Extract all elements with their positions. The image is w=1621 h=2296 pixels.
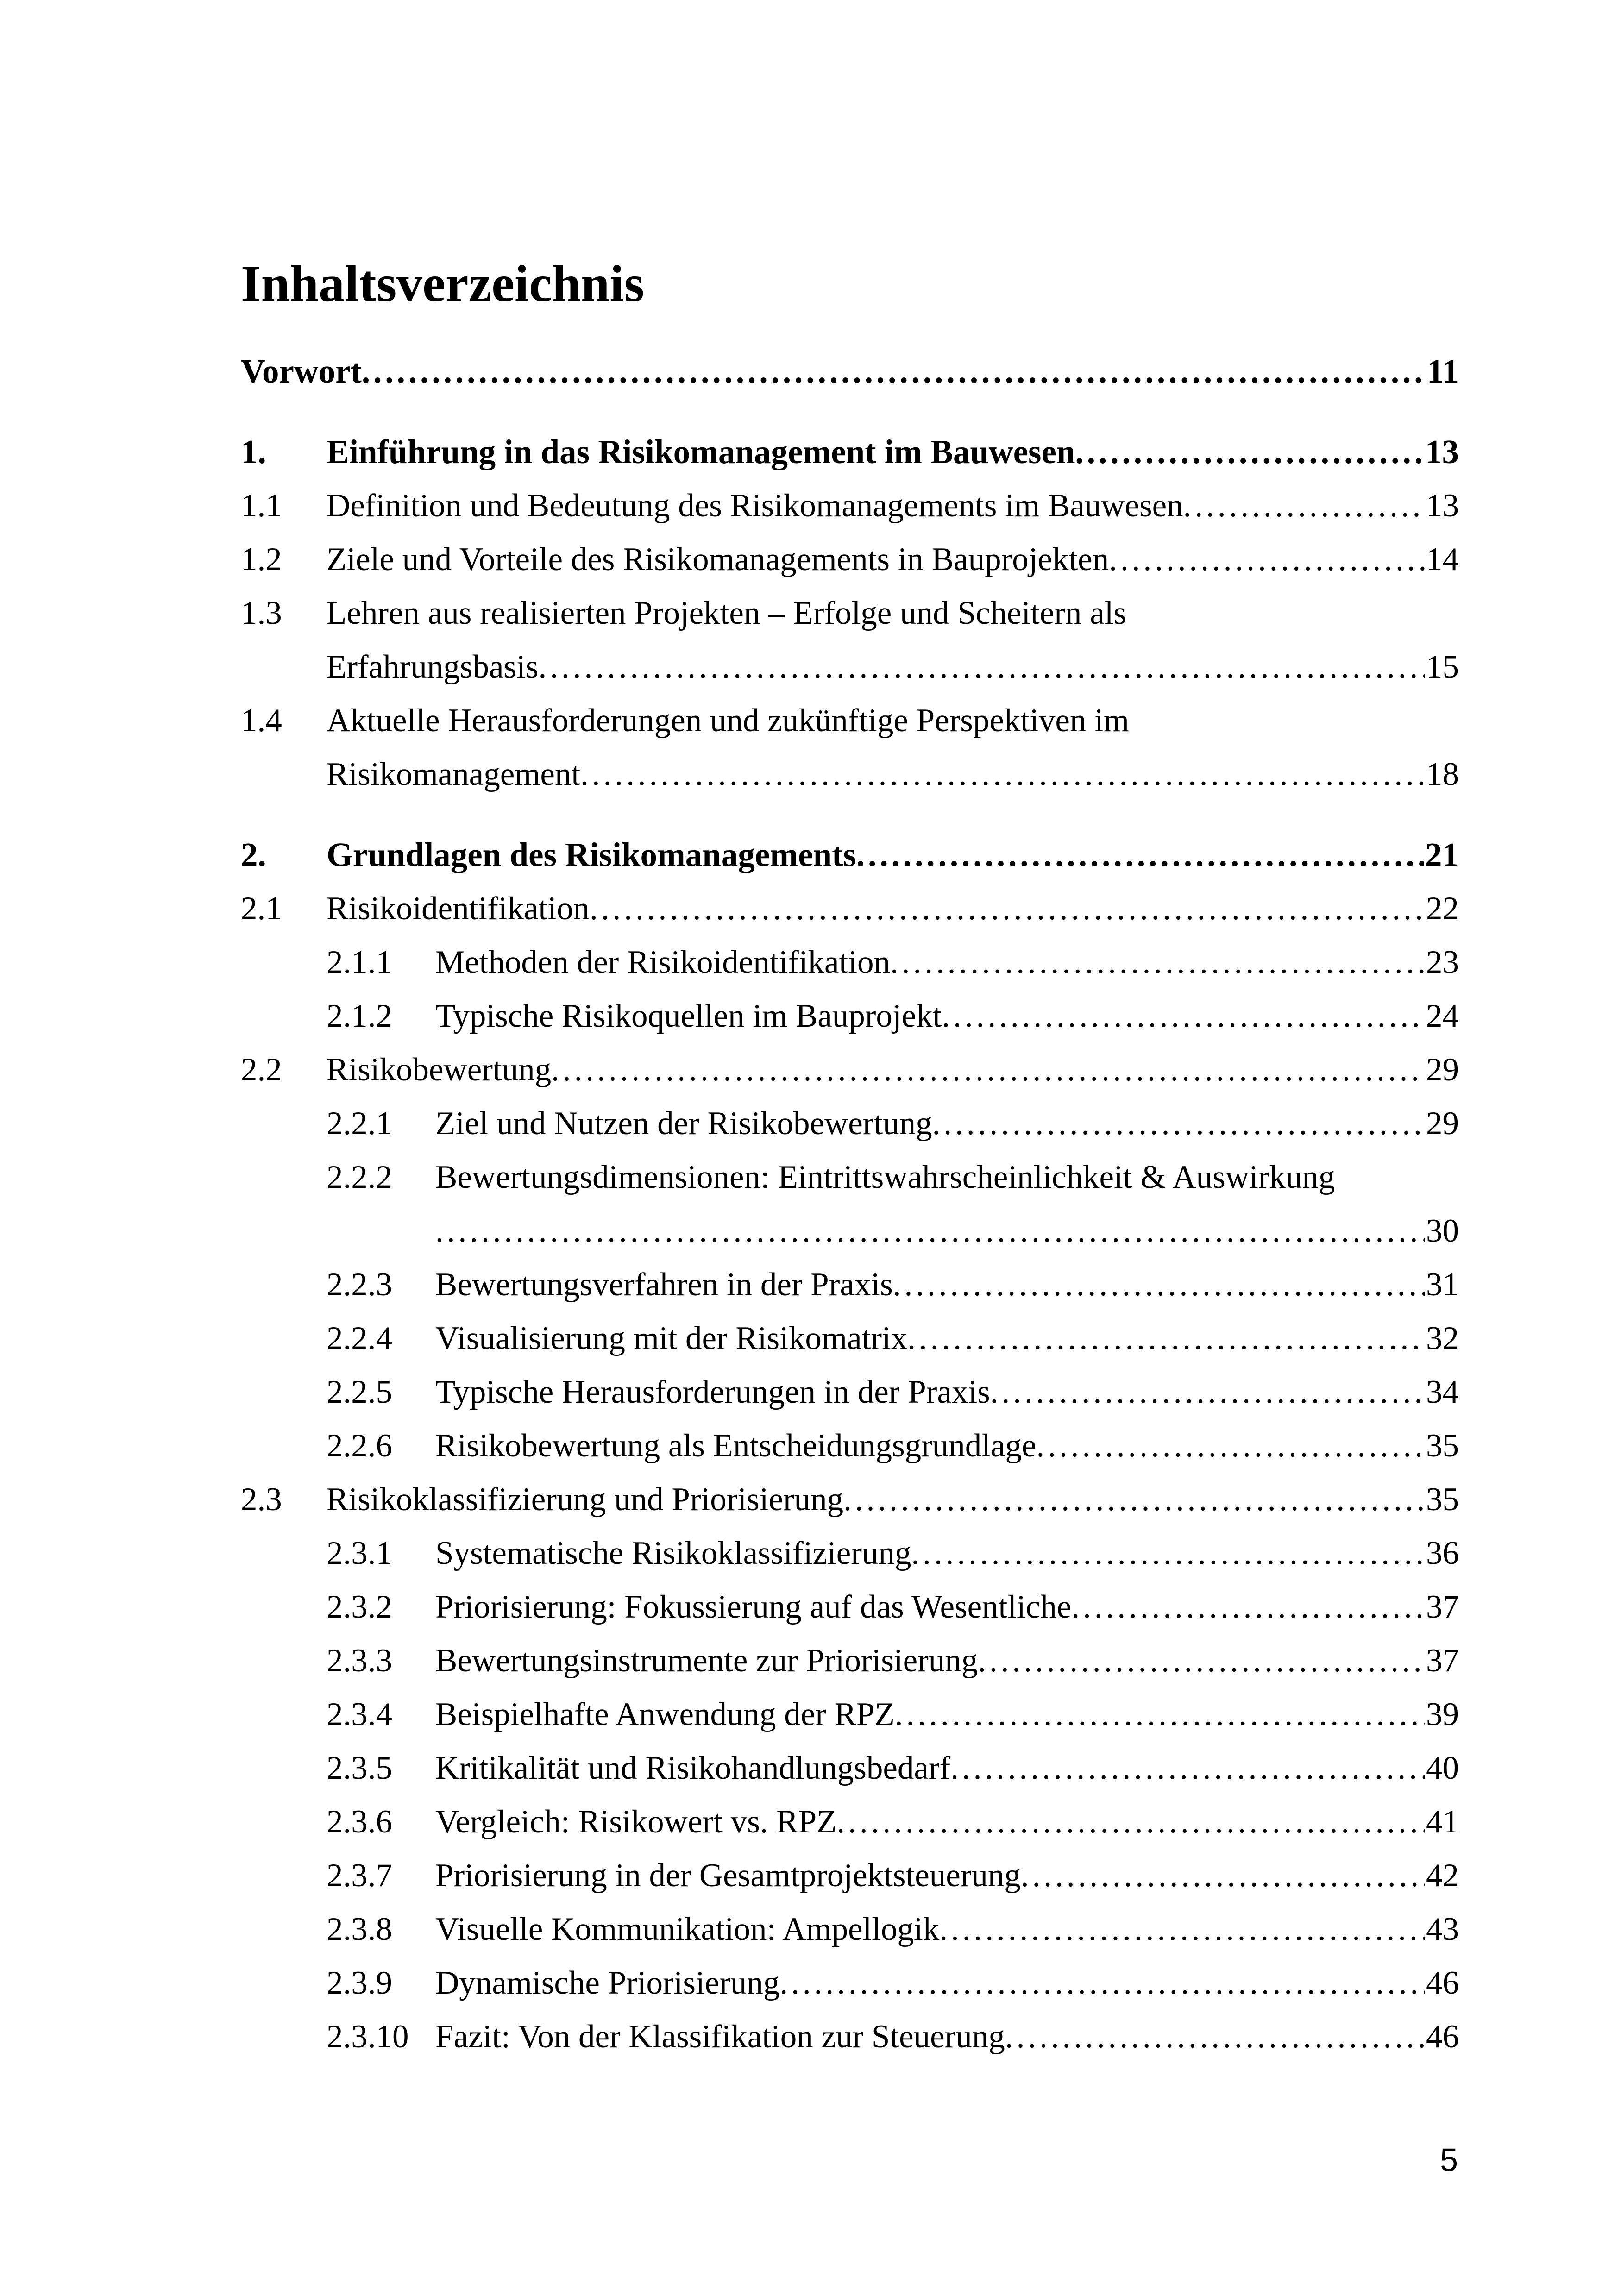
entry-number: 2. [241,836,266,873]
dot-leader [893,1258,1425,1311]
entry-page-number: 42 [1426,1857,1459,1894]
toc-entry [241,1473,1459,1526]
entry-page-number: 35 [1426,1481,1459,1518]
entry-page-number: 34 [1426,1374,1459,1410]
entry-page-number: 14 [1426,541,1459,577]
toc-entry [241,1634,1459,1687]
entry-number: 1.3 [241,595,282,631]
dot-leader [950,1741,1425,1795]
entry-number: 2.3.3 [327,1643,392,1679]
dot-leader [538,640,1425,694]
entry-page-number: 35 [1426,1428,1459,1464]
entry-text: Risikoidentifikation [327,891,590,927]
entry-number: 2.2.4 [327,1320,392,1356]
toc-entry [241,1419,1459,1473]
toc-entry [241,640,1459,694]
toc-entry [241,586,1459,640]
dot-leader [1071,1580,1425,1634]
entry-text: Vorwort [241,352,362,390]
entry-text: Risikobewertung [327,1052,552,1088]
entry-text: Visualisierung mit der Risikomatrix [435,1320,908,1356]
entry-text: Bewertungsverfahren in der Praxis [435,1267,893,1303]
dot-leader [1109,533,1425,586]
entry-page-number: 46 [1426,2019,1459,2055]
entry-number: 2.3.5 [327,1750,392,1786]
entry-page-number: 37 [1426,1643,1459,1679]
dot-leader [362,345,1426,398]
entry-number: 1.1 [241,488,282,524]
dot-leader [1075,425,1424,479]
entry-page-number: 29 [1426,1105,1459,1142]
entry-page-number: 23 [1426,944,1459,980]
entry-number: 2.3.1 [327,1535,392,1571]
entry-text: Typische Herausforderungen in der Praxis [435,1374,990,1410]
toc-entry [241,479,1459,533]
dot-leader [911,1526,1425,1580]
dot-leader [895,1687,1425,1741]
toc-entry [241,1741,1459,1795]
entry-page-number: 30 [1426,1213,1459,1249]
entry-text: Grundlagen des Risikomanagements [327,836,856,873]
toc-entry [241,1204,1459,1258]
toc-entry [241,425,1459,479]
dot-leader [836,1795,1425,1849]
entry-page-number: 13 [1426,488,1459,524]
toc-page [241,250,1459,2064]
toc-entry [241,1043,1459,1097]
entry-page-number: 43 [1426,1911,1459,1947]
dot-leader [907,1311,1425,1365]
toc-entry [241,882,1459,935]
dot-leader [939,1902,1425,1956]
entry-text: Visuelle Kommunikation: Ampellogik [435,1911,940,1947]
entry-text: Bewertungsinstrumente zur Priorisierung [435,1643,978,1679]
toc-entry [241,1097,1459,1150]
entry-page-number: 41 [1426,1804,1459,1840]
dot-leader [1021,1849,1425,1902]
entry-page-number: 39 [1426,1696,1459,1732]
entry-number: 2.3.2 [327,1589,392,1625]
entry-text: Aktuelle Herausforderungen und zukünftige Perspektiven im [327,703,1130,739]
entry-text: Dynamische Priorisierung [435,1965,780,2001]
entry-text: Kritikalität und Risikohandlungsbedarf [435,1750,951,1786]
entry-page-number: 11 [1427,352,1459,390]
entry-text: Systematische Risikoklassifizierung [435,1535,911,1571]
dot-leader [942,989,1425,1043]
entry-page-number: 32 [1426,1320,1459,1356]
toc-entry [241,2010,1459,2064]
dot-leader [779,1956,1425,2010]
entry-number: 2.1.2 [327,998,392,1034]
toc-entry [241,1902,1459,1956]
entry-number: 2.3.7 [327,1857,392,1894]
entry-page-number: 29 [1426,1052,1459,1088]
toc-entry [241,694,1459,747]
dot-leader [843,1473,1425,1526]
entry-page-number: 15 [1426,649,1459,685]
entry-text: Risikobewertung als Entscheidungsgrundlage [435,1428,1037,1464]
entry-number: 2.3.6 [327,1804,392,1840]
dot-leader [978,1634,1425,1687]
dot-leader [435,1204,1425,1258]
entry-text: Risikoklassifizierung und Priorisierung [327,1481,844,1518]
toc-entry [241,1795,1459,1849]
entry-page-number: 31 [1426,1267,1459,1303]
entry-number: 1.4 [241,703,282,739]
toc-entry [241,935,1459,989]
entry-number: 2.3.9 [327,1965,392,2001]
entry-text: Lehren aus realisierten Projekten – Erfolge und Scheitern als [327,595,1127,631]
entry-page-number: 46 [1426,1965,1459,2001]
toc-entry [241,1580,1459,1634]
entry-text: Vergleich: Risikowert vs. RPZ [435,1804,837,1840]
entry-text: Priorisierung: Fokussierung auf das Wesentliche [435,1589,1072,1625]
toc-entry [241,1849,1459,1902]
dot-leader [1005,2010,1425,2064]
entry-text: Methoden der Risikoidentifikation [435,944,891,980]
entry-number: 2.3 [241,1481,282,1518]
entry-number: 2.2 [241,1052,282,1088]
entry-page-number: 40 [1426,1750,1459,1786]
toc-entry [241,345,1459,398]
entry-page-number: 13 [1425,433,1459,470]
dot-leader [551,1043,1425,1097]
dot-leader [856,828,1424,882]
entry-number: 2.3.8 [327,1911,392,1947]
entry-number: 1. [241,433,266,470]
toc-entry [241,828,1459,882]
entry-text: Erfahrungsbasis [327,649,539,685]
entry-text: Beispielhafte Anwendung der RPZ [435,1696,895,1732]
dot-leader [932,1097,1425,1150]
entry-number: 2.1 [241,891,282,927]
page-title: Inhaltsverzeichnis [241,255,645,313]
page-number-footer: 5 [1440,2142,1458,2178]
entry-text: Bewertungsdimensionen: Eintrittswahrscheinlichkeit & Auswirkung [435,1159,1335,1195]
entry-text: Einführung in das Risikomanagement im Bauwesen [327,433,1075,470]
toc-entry [241,1150,1459,1204]
entry-text: Ziele und Vorteile des Risikomanagements in Bauprojekten [327,541,1109,577]
entry-page-number: 24 [1426,998,1459,1034]
entry-number: 2.2.3 [327,1267,392,1303]
toc-entry [241,1687,1459,1741]
entry-page-number: 36 [1426,1535,1459,1571]
toc-entry [241,1258,1459,1311]
entry-text: Typische Risikoquellen im Bauprojekt [435,998,942,1034]
entry-page-number: 37 [1426,1589,1459,1625]
toc-entry [241,1526,1459,1580]
toc-entry [241,1311,1459,1365]
entry-number: 2.2.1 [327,1105,392,1142]
toc-entry [241,989,1459,1043]
entry-number: 2.3.10 [327,2019,409,2055]
toc-list [241,345,1459,2064]
entry-number: 2.1.1 [327,944,392,980]
entry-text: Ziel und Nutzen der Risikobewertung [435,1105,932,1142]
entry-text: Definition und Bedeutung des Risikomanagements im Bauwesen [327,488,1183,524]
dot-leader [590,882,1425,935]
entry-number: 2.3.4 [327,1696,392,1732]
entry-text: Risikomanagement [327,756,581,792]
toc-entry [241,747,1459,801]
entry-page-number: 21 [1425,836,1459,873]
dot-leader [1036,1419,1425,1473]
toc-entry [241,533,1459,586]
toc-entry [241,1956,1459,2010]
entry-number: 1.2 [241,541,282,577]
entry-number: 2.2.2 [327,1159,392,1195]
entry-number: 2.2.5 [327,1374,392,1410]
entry-page-number: 18 [1426,756,1459,792]
entry-page-number: 22 [1426,891,1459,927]
toc-entry [241,1365,1459,1419]
entry-number: 2.2.6 [327,1428,392,1464]
dot-leader [990,1365,1425,1419]
entry-text: Fazit: Von der Klassifikation zur Steuerung [435,2019,1005,2055]
dot-leader [890,935,1425,989]
dot-leader [580,747,1425,801]
dot-leader [1183,479,1425,533]
entry-text: Priorisierung in der Gesamtprojektsteuerung [435,1857,1021,1894]
